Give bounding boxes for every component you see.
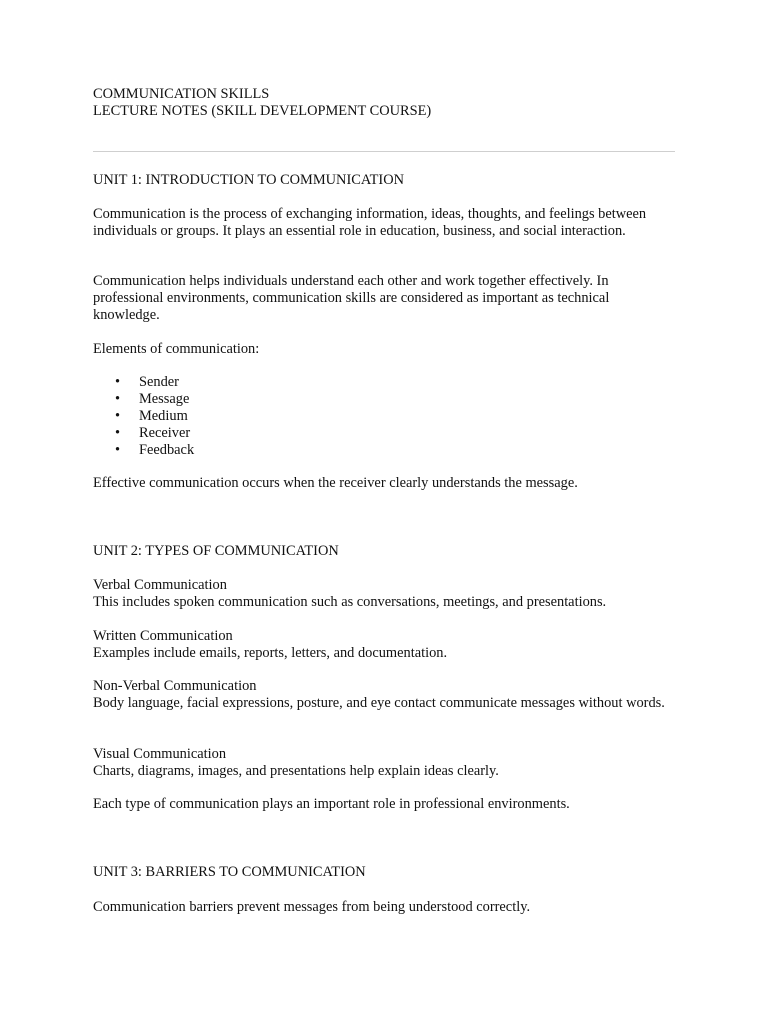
unit3-paragraph-1: Communication barriers prevent messages from being understood correctly. <box>93 899 531 915</box>
list-item <box>93 391 194 408</box>
list-item <box>93 374 194 391</box>
header-divider <box>93 151 675 152</box>
unit1-closing: Effective communication occurs when the receiver clearly understands the message. <box>93 475 578 491</box>
bullet-icon: • <box>115 425 121 441</box>
list-item-label: Feedback <box>139 442 195 458</box>
type-name: Written Communication <box>93 628 233 644</box>
unit3-heading: UNIT 3: BARRIERS TO COMMUNICATION <box>93 864 366 880</box>
bullet-icon: • <box>115 442 121 458</box>
unit2-heading: UNIT 2: TYPES OF COMMUNICATION <box>93 543 339 559</box>
unit1-paragraph-1: Communication is the process of exchanging information, ideas, thoughts, and feelings between individuals or groups. It plays an essential role in education, business, and social interaction. <box>93 206 647 239</box>
list-item-label: Medium <box>139 408 188 424</box>
bullet-icon: • <box>115 408 121 424</box>
list-item-label: Receiver <box>139 425 191 441</box>
type-name: Visual Communication <box>93 746 227 762</box>
elements-list <box>93 374 194 459</box>
unit1-heading: UNIT 1: INTRODUCTION TO COMMUNICATION <box>93 172 404 188</box>
type-description: Body language, facial expressions, posture, and eye contact communicate messages without words. <box>93 695 665 711</box>
document-header <box>93 86 678 120</box>
list-item <box>93 408 194 425</box>
bullet-icon: • <box>115 374 121 390</box>
type-description: Examples include emails, reports, letters, and documentation. <box>93 645 448 661</box>
unit1-paragraph-2: Communication helps individuals understand each other and work together effectively. In professional environments, communication skills are considered as important as technical knowledge. <box>93 273 610 323</box>
type-description: Charts, diagrams, images, and presentations help explain ideas clearly. <box>93 763 499 779</box>
document-title: COMMUNICATION SKILLS <box>93 86 270 102</box>
unit2-closing: Each type of communication plays an important role in professional environments. <box>93 796 570 812</box>
type-description: This includes spoken communication such as conversations, meetings, and presentations. <box>93 594 607 610</box>
type-name: Non-Verbal Communication <box>93 678 257 694</box>
list-item <box>93 442 194 459</box>
list-item <box>93 425 194 442</box>
list-item-label: Sender <box>139 374 179 390</box>
list-item-label: Message <box>139 391 190 407</box>
bullet-icon: • <box>115 391 121 407</box>
elements-intro: Elements of communication: <box>93 341 260 357</box>
document-subtitle: LECTURE NOTES (SKILL DEVELOPMENT COURSE) <box>93 103 432 119</box>
type-name: Verbal Communication <box>93 577 227 593</box>
